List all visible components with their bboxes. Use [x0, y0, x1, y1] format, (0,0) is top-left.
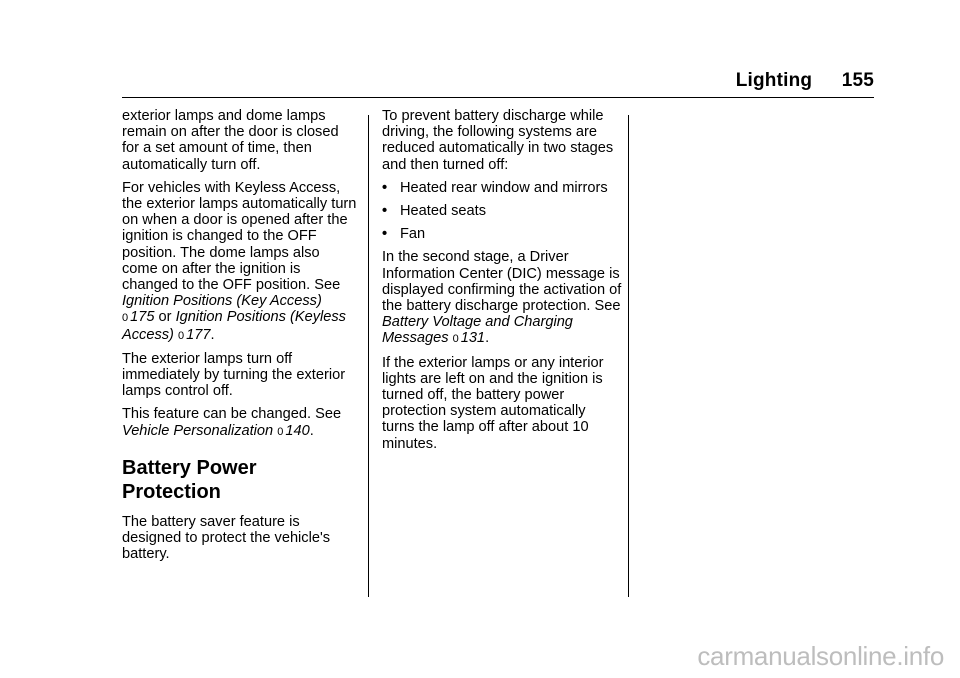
paragraph: For vehicles with Keyless Access, the exterior lamps automatically turn on when a door is opened after the ignition is changed to the OFF position. The dome lamps also come on after the ignition is changed to the OFF position. See Ignition Positions (Key Access) 0 175 or Ignition Positions (Keyless Access) 0 177.	[122, 179, 357, 343]
left-column	[122, 108, 358, 569]
column-divider-1	[368, 115, 369, 597]
bullet-item: • Heated seats	[382, 203, 486, 220]
bullet-icon: •	[382, 203, 388, 220]
page-number: 155	[841, 70, 874, 91]
paragraph: The exterior lamps turn off immediately by turning the exterior lamps control off.	[122, 350, 346, 400]
page-header	[736, 70, 874, 92]
page-ref-icon: 0	[277, 425, 284, 438]
middle-column	[382, 108, 622, 459]
paragraph: If the exterior lamps or any interior lights are left on and the ignition is turned off, the battery power protection system automatically turns the lamp off after about 10 minutes.	[382, 354, 604, 452]
paragraph: exterior lamps and dome lamps remain on after the door is closed for a set amount of time, then automatically turn off.	[122, 108, 339, 173]
header-rule	[122, 97, 874, 98]
section-title: Lighting	[735, 70, 813, 91]
bullet-item: • Fan	[382, 226, 426, 243]
cross-reference-link[interactable]: Vehicle Personalization 0 140	[122, 422, 310, 439]
page-ref-icon: 0	[452, 333, 459, 346]
paragraph: This feature can be changed. See Vehicle Personalization 0 140.	[122, 406, 342, 439]
cross-reference-link[interactable]: Ignition Positions (Key Access) 0 175	[122, 293, 322, 326]
watermark: carmanualsonline.info	[697, 641, 944, 671]
bullet-icon: •	[382, 226, 388, 243]
paragraph-text: For vehicles with Keyless Access, the exterior lamps automatically turn on when a door is opened after the ignition is changed to the OFF position. The dome lamps also come on after the ignition is changed to the OFF position. See	[122, 179, 357, 294]
cross-reference-link[interactable]: Battery Voltage and Charging Messages 0 131	[382, 314, 573, 347]
page-ref-icon: 0	[122, 312, 129, 325]
paragraph: The battery saver feature is designed to protect the vehicle's battery.	[122, 513, 331, 563]
paragraph: In the second stage, a Driver Information Center (DIC) message is displayed confirming the activation of the battery discharge protection. See Battery Voltage and Charging Messages 0 131.	[382, 249, 622, 347]
cross-reference-link[interactable]: Ignition Positions (Keyless Access) 0 177	[122, 309, 346, 343]
bullet-icon: •	[382, 179, 388, 196]
section-heading: Battery Power Protection	[122, 456, 257, 503]
page-ref-icon: 0	[177, 329, 185, 342]
bullet-item: • Heated rear window and mirrors	[382, 179, 608, 196]
paragraph: To prevent battery discharge while driving, the following systems are reduced automatically in two stages and then turned off:	[382, 108, 614, 173]
column-divider-2	[628, 115, 629, 597]
